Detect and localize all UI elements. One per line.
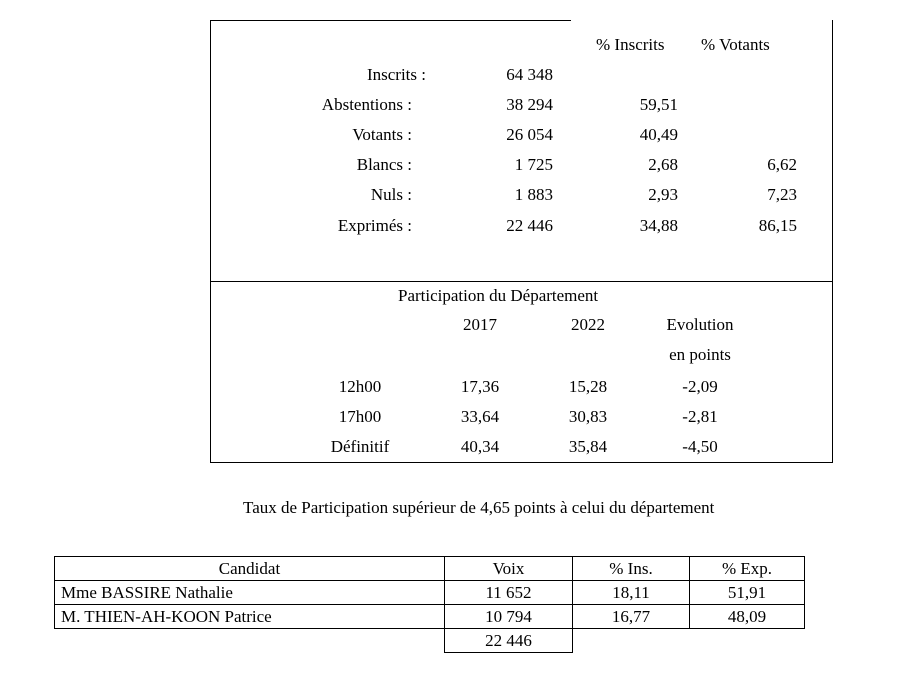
header-pct-inscrits: % Inscrits: [596, 35, 665, 54]
header-pct-exp: % Exp.: [690, 557, 805, 581]
row-pct-inscrits: 40,49: [639, 125, 678, 144]
row-value: 64 348: [506, 65, 553, 84]
blank-cell: [55, 629, 445, 653]
section-divider: [211, 281, 832, 282]
part-row-2022: 35,84: [568, 437, 608, 456]
part-row-evolution: -2,09: [682, 377, 718, 396]
row-label: Nuls :: [370, 185, 412, 204]
candidate-pct-ins: 16,77: [573, 605, 690, 629]
part-row-2022: 30,83: [568, 407, 608, 426]
table-row: [55, 605, 805, 629]
candidate-pct-ins: 18,11: [573, 581, 690, 605]
row-value: 38 294: [506, 95, 553, 114]
header-2022: 2022: [571, 315, 605, 334]
header-evolution: Evolution: [666, 315, 734, 334]
blank-cell: [573, 629, 690, 653]
candidate-pct-exp: 48,09: [690, 605, 805, 629]
candidates-table: [54, 556, 805, 653]
part-row-evolution: -4,50: [682, 437, 718, 456]
candidate-name: M. THIEN-AH-KOON Patrice: [55, 605, 445, 629]
part-row-evolution: -2,81: [682, 407, 718, 426]
part-row-2022: 15,28: [568, 377, 608, 396]
row-pct-inscrits: 34,88: [639, 216, 678, 235]
blank-cell: [690, 629, 805, 653]
participation-note: Taux de Participation supérieur de 4,65 points à celui du département: [243, 498, 715, 517]
table-row: [55, 581, 805, 605]
table-total-row: [55, 629, 805, 653]
header-evolution-unit: en points: [669, 345, 731, 364]
header-voix: Voix: [445, 557, 573, 581]
row-label: Votants :: [352, 125, 412, 144]
header-pct-ins: % Ins.: [573, 557, 690, 581]
participation-title: Participation du Département: [398, 286, 599, 305]
row-label: Blancs :: [356, 155, 412, 174]
row-value: 26 054: [506, 125, 553, 144]
row-label: Inscrits :: [366, 65, 426, 84]
header-pct-votants: % Votants: [701, 35, 770, 54]
row-pct-votants: 86,15: [758, 216, 797, 235]
row-pct-inscrits: 59,51: [639, 95, 678, 114]
part-row-label: 12h00: [338, 377, 382, 396]
total-votes: 22 446: [445, 629, 573, 653]
row-value: 22 446: [506, 216, 553, 235]
row-pct-inscrits: 2,93: [648, 185, 678, 204]
row-pct-inscrits: 2,68: [648, 155, 678, 174]
candidate-name: Mme BASSIRE Nathalie: [55, 581, 445, 605]
part-row-2017: 40,34: [460, 437, 500, 456]
row-value: 1 725: [514, 155, 553, 174]
table-header-row: [55, 557, 805, 581]
box-top-line: [211, 20, 571, 21]
row-label: Exprimés :: [337, 216, 412, 235]
candidate-votes: 11 652: [445, 581, 573, 605]
row-pct-votants: 6,62: [767, 155, 797, 174]
header-candidat: Candidat: [55, 557, 445, 581]
part-row-2017: 33,64: [460, 407, 500, 426]
candidate-pct-exp: 51,91: [690, 581, 805, 605]
part-row-label: Définitif: [330, 437, 390, 456]
candidate-votes: 10 794: [445, 605, 573, 629]
row-pct-votants: 7,23: [767, 185, 797, 204]
header-2017: 2017: [463, 315, 497, 334]
row-label: Abstentions :: [321, 95, 412, 114]
part-row-2017: 17,36: [460, 377, 500, 396]
row-value: 1 883: [514, 185, 553, 204]
part-row-label: 17h00: [338, 407, 382, 426]
